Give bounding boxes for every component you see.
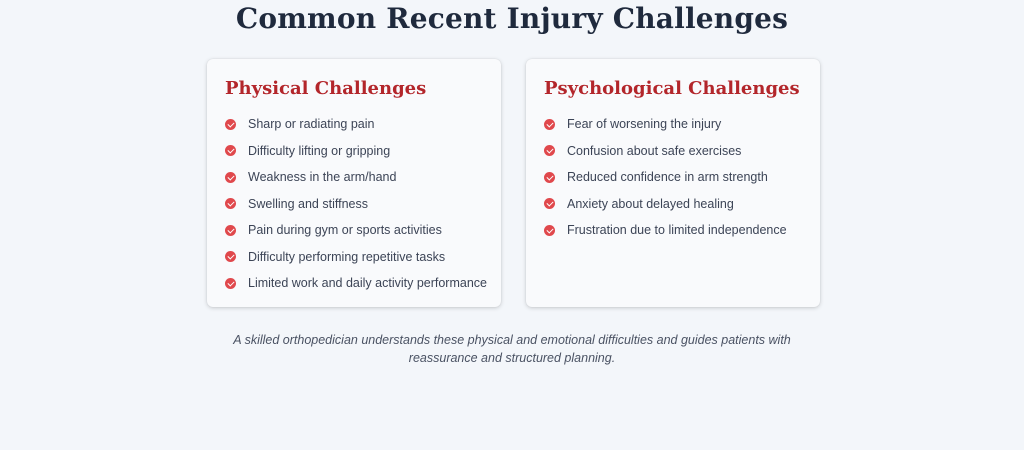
list-item — [225, 217, 483, 244]
list-item — [225, 164, 483, 191]
list-item — [544, 138, 802, 165]
list-item — [225, 111, 483, 138]
list-item — [225, 191, 483, 218]
check-circle-icon — [544, 119, 555, 130]
check-circle-icon — [544, 198, 555, 209]
list-item-label: Weakness in the arm/hand — [248, 170, 397, 185]
list-item — [544, 164, 802, 191]
physical-challenges-list — [225, 111, 487, 297]
check-circle-icon — [225, 172, 236, 183]
check-circle-icon — [544, 172, 555, 183]
list-item-label: Pain during gym or sports activities — [248, 223, 442, 238]
list-item-label: Swelling and stiffness — [248, 196, 368, 211]
footnote: A skilled orthopedician understands these physical and emotional difficulties and guides patients with reassurance and structured planning. — [233, 333, 791, 365]
list-item — [225, 244, 483, 271]
list-item-label: Difficulty performing repetitive tasks — [248, 249, 446, 264]
check-circle-icon — [544, 145, 555, 156]
list-item-label: Fear of worsening the injury — [567, 117, 722, 132]
check-circle-icon — [225, 198, 236, 209]
list-item — [544, 111, 802, 138]
list-item-label: Confusion about safe exercises — [567, 143, 742, 158]
check-circle-icon — [544, 225, 555, 236]
check-circle-icon — [225, 119, 236, 130]
check-circle-icon — [225, 251, 236, 262]
psychological-challenges-title: Psychological Challenges — [544, 78, 800, 99]
list-item-label: Reduced confidence in arm strength — [567, 170, 768, 185]
list-item-label: Difficulty lifting or gripping — [248, 143, 391, 158]
physical-challenges-card — [207, 59, 501, 307]
check-circle-icon — [225, 145, 236, 156]
check-circle-icon — [225, 278, 236, 289]
psychological-challenges-card — [526, 59, 820, 307]
list-item-label: Sharp or radiating pain — [248, 117, 375, 132]
physical-challenges-title: Physical Challenges — [225, 78, 427, 99]
list-item-label: Frustration due to limited independence — [567, 223, 787, 238]
list-item — [225, 138, 483, 165]
section-title: Common Recent Injury Challenges — [235, 2, 789, 35]
list-item-label: Anxiety about delayed healing — [567, 196, 734, 211]
list-item — [544, 217, 802, 244]
list-item — [225, 270, 487, 297]
list-item — [544, 191, 802, 218]
psychological-challenges-list — [544, 111, 802, 244]
list-item-label: Limited work and daily activity performance — [248, 276, 487, 291]
check-circle-icon — [225, 225, 236, 236]
